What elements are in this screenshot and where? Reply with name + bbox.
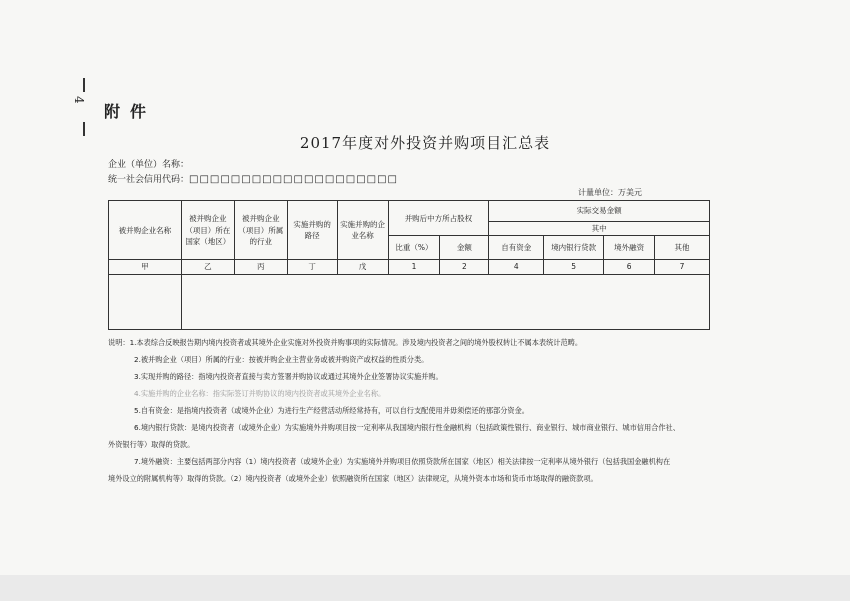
summary-table — [108, 200, 710, 330]
code-row — [109, 260, 710, 274]
code-cell: 1 — [388, 260, 440, 274]
attachment-label: 附件 — [104, 102, 157, 121]
note-6-cont: 外资银行等）取得的贷款。 — [108, 440, 195, 449]
header-other: 其他 — [655, 236, 710, 260]
scan-bottom-edge — [0, 575, 850, 601]
header-ratio: 比重（%） — [388, 236, 440, 260]
header-implementer: 实施并购的企业名称 — [337, 201, 388, 260]
empty-cell — [181, 274, 709, 329]
header-equity-group: 并购后中方所占股权 — [388, 201, 489, 236]
page-title: 2017年度对外投资并购项目汇总表 — [299, 134, 551, 152]
code-cell: 乙 — [181, 260, 234, 274]
code-cell: 丁 — [287, 260, 337, 274]
note-1: 说明：1.本表综合反映报告期内境内投资者或其境外企业实施对外投资并购事项的实际情况。涉及境内投资者之间的境外股权转让不属本表统计范畴。 — [108, 338, 583, 347]
code-cell: 7 — [655, 260, 710, 274]
header-amount-group: 实际交易金额 — [489, 201, 710, 222]
code-cell: 6 — [604, 260, 655, 274]
code-cell: 戊 — [337, 260, 388, 274]
code-cell: 2 — [440, 260, 489, 274]
page-number: 4 — [72, 96, 86, 104]
company-name-label: 企业（单位）名称： — [108, 160, 190, 170]
header-industry: 被并购企业（项目）所属的行业 — [234, 201, 287, 260]
header-equity-amount: 金额 — [440, 236, 489, 260]
header-location: 被并购企业（项目）所在国家（地区） — [181, 201, 234, 260]
notes-section — [108, 334, 718, 487]
code-cell: 5 — [544, 260, 604, 274]
code-cell: 4 — [489, 260, 544, 274]
credit-code-line — [108, 172, 398, 185]
header-acquirer: 被并购企业名称 — [109, 201, 182, 260]
credit-code-label: 统一社会信用代码： — [108, 175, 190, 185]
note-3: 3.实现并购的路径：指境内投资者直接与卖方签署并购协议或通过其境外企业签署协议实施并购。 — [134, 372, 443, 381]
header-of-which: 其中 — [489, 222, 710, 236]
code-cell: 丙 — [234, 260, 287, 274]
code-cell: 甲 — [109, 260, 182, 274]
empty-cell — [109, 274, 182, 329]
header-overseas-finance: 境外融资 — [604, 236, 655, 260]
company-name-line — [108, 157, 189, 170]
note-7: 7.境外融资：主要包括两部分内容（1）境内投资者（或境外企业）为实施境外并购项目依照贷款所在国家（地区）相关法律按一定利率从境外银行（包括我国金融机构在 — [134, 457, 671, 466]
header-route: 实施并购的路径 — [287, 201, 337, 260]
note-5: 5.自有资金：是指境内投资者（或境外企业）为进行生产经营活动所经常持有，可以自行支配使用并毋须偿还的那部分资金。 — [134, 406, 529, 415]
credit-code-boxes: □□□□□□□□□□□□□□□□□□□□ — [189, 174, 398, 185]
note-6: 6.境内银行贷款：是境内投资者（或境外企业）为实施境外并购项目按一定利率从我国境内银行性金融机构（包括政策性银行、商业银行、城市商业银行、城市信用合作社、 — [134, 423, 680, 432]
note-7-cont: 境外设立的附属机构等）取得的贷款。（2）境内投资者（或境外企业）依照融资所在国家（地区）法律规定，从境外资本市场和货币市场取得的融资款项。 — [108, 474, 598, 483]
unit-label: 计量单位：万美元 — [578, 188, 642, 197]
note-4: 4.实施并购的企业名称：指实际签订并购协议的境内投资者或其境外企业名称。 — [134, 389, 386, 398]
margin-rule-top — [83, 78, 85, 92]
header-domestic-loan: 境内银行贷款 — [544, 236, 604, 260]
header-self-funds: 自有资金 — [489, 236, 544, 260]
note-2: 2.被并购企业（项目）所属的行业：按被并购企业主营业务或被并购资产或权益的性质分类。 — [134, 355, 429, 364]
data-row-empty — [109, 274, 710, 329]
